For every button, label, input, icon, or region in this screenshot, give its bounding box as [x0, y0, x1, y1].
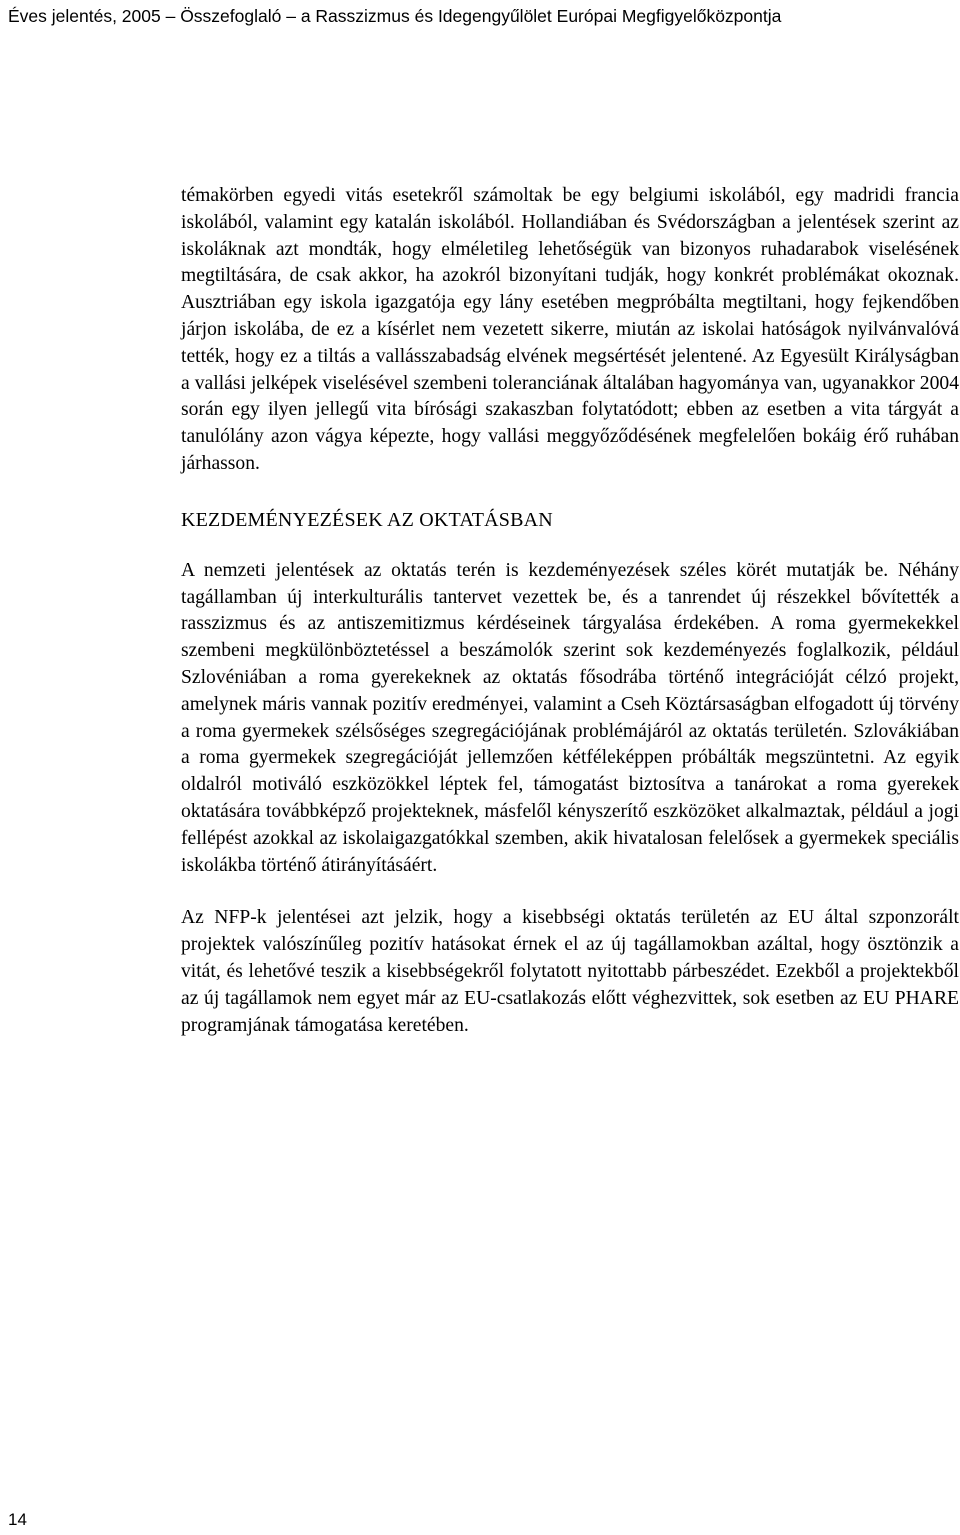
- section-heading-education: KEZDEMÉNYEZÉSEK AZ OKTATÁSBAN: [181, 508, 553, 531]
- paragraph-spacer: [181, 879, 959, 905]
- paragraph-education-initiatives: A nemzeti jelentések az oktatás terén is kezdeményezések széles körét mutatják be. Néhány tagállamban új interkulturális tantervet vezettek be, és a tanrendet új részekkel bővítették a rasszizmus és az antiszemitizmus kérdéseinek tárgyalása érdekében. A roma gyermekekkel szembeni megkülönböztetéssel a beszámolók szerint sok kezdeményezés foglalkozik, például Szlovéniában a roma gyerekeknek az oktatás fősodrába történő integrációját célzó projekt, amelynek máris vannak pozitív eredményei, valamint a Cseh Köztársaságban elfogadott új törvény a roma gyermekek szélsőséges szegregációjának problémájáról az oktatás területén. Szlovákiában a roma gyermekek szegregációját jellemzően kétféleképpen próbálták megszüntetni. Az egyik oldalról motiváló eszközökkel léptek fel, támogatást biztosítva a tanárokat a roma gyerekek oktatására továbbképző projekteknek, másfelől kényszerítő eszközöket alkalmaztak, például a jogi fellépést azokkal az iskolaigazgatókkal szemben, akik hivatalosan felelősek a gyermekek speciális iskolákba történő átirányításáért.: [181, 559, 959, 876]
- paragraph-religious-symbols: témakörben egyedi vitás esetekről számoltak be egy belgiumi iskolából, egy madridi francia iskolából, valamint egy katalán iskolából. Hollandiában és Svédországban a jelentések szerint az iskoláknak azt mondták, hogy elméletileg lehetőségük van bizonyos ruhadarabok viselésének megtiltására, de csak akkor, ha azokról bizonyítani tudják, hogy konkrét problémákat okoznak. Ausztriában egy iskola igazgatója egy lány esetében megpróbálta megtiltani, hogy fejkendőben járjon iskolába, de ez a kísérlet nem vezetett sikerre, miután az iskolai hatóságok nyilvánvalóvá tették, hogy ez a tiltás a vallásszabadság elvének megsértését jelentené. Az Egyesült Királyságban a vallási jelképek viselésével szembeni toleranciának általában hagyománya van, ugyanakkor 2004 során egy ilyen jellegű vita bírósági szakaszban folytatódott; ebben az esetben a vita tárgyát a tanulólány azon vágya képezte, hogy vallási meggyőződésének megfelelően bokáig érő ruhában járhasson.: [181, 185, 959, 474]
- running-header: Éves jelentés, 2005 – Összefoglaló – a Rasszizmus és Idegengyűlölet Európai Megfigyelőközpontja: [8, 6, 782, 26]
- paragraph-nfp-reports: Az NFP-k jelentései azt jelzik, hogy a kisebbségi oktatás területén az EU által szponzorált projektek valószínűleg pozitív hatásokat érnek el az új tagállamokban azáltal, hogy ösztönzik a vitát, és lehetővé teszik a kisebbségekről folytatott nyitottabb párbeszédet. Ezekből a projektekből az új tagállamok nem egyet már az EU-csatlakozás előtt véghezvittek, sok esetben az EU PHARE programjának támogatása keretében.: [181, 907, 959, 1036]
- document-body: [181, 183, 959, 1039]
- page-number: 14: [8, 1510, 27, 1529]
